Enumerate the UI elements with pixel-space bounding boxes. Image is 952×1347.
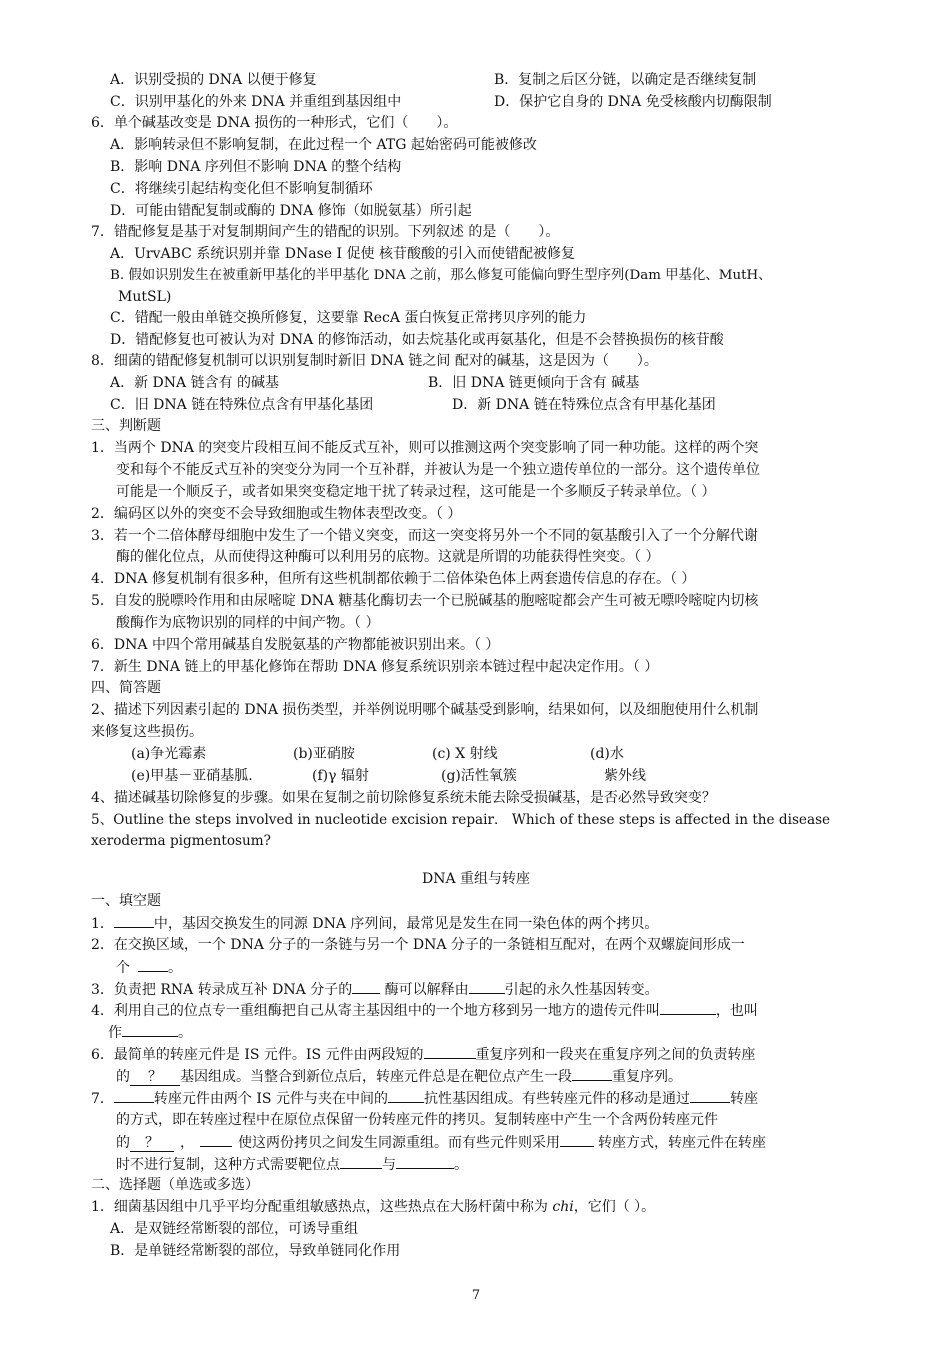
blank-line bbox=[560, 1132, 594, 1147]
blank-line bbox=[340, 1154, 382, 1169]
fill-7a-post: 转座 bbox=[729, 1091, 758, 1107]
q8-stem: 8．细菌的错配修复机制可以识别复制时新旧 DNA 链之间 配对的碱基，这是因为（ ）。 bbox=[91, 353, 658, 369]
judge-item-7: 7．新生 DNA 链上的甲基化修饰在帮助 DNA 修复系统识别亲本链过程中起决定作用。（ ） bbox=[91, 659, 659, 675]
blank-with-question: ？ bbox=[130, 1067, 180, 1086]
fill-3-mid: 酶可以解释由 bbox=[380, 982, 469, 998]
q8-option-a: A．新 DNA 链含有 的碱基 bbox=[110, 375, 280, 391]
blank-line bbox=[122, 1022, 178, 1037]
fill-7a-mid2: 抗性基因组成。有些转座元件的移动是通过 bbox=[423, 1091, 690, 1107]
factor-d: (d)水 bbox=[590, 746, 624, 762]
q7-option-b-line2: MutSL) bbox=[118, 289, 172, 305]
choice-item-1 bbox=[91, 1197, 655, 1217]
short-q2-line2: 来修复这些损伤。 bbox=[91, 724, 203, 740]
q6-option-d: D．可能由错配复制或酶的 DNA 修饰（如脱氨基）所引起 bbox=[110, 203, 472, 219]
chi-term: chi bbox=[552, 1199, 574, 1215]
fill-3-post: 引起的永久性基因转变。 bbox=[504, 982, 659, 998]
short-q5-line1: 5、Outline the steps involved in nucleotide excision repair． Which of these steps is affected in the disease bbox=[91, 812, 831, 828]
judge-item-1-line2: 变和每个不能反式互补的突变分为同一个互补群，并被认为是一个独立遗传单位的一部分。这个遗传单位 bbox=[116, 462, 760, 478]
factor-uv: 紫外线 bbox=[604, 768, 646, 784]
choice-1-option-b: B．是单链经常断裂的部位，导致单链同化作用 bbox=[110, 1243, 401, 1259]
q5-option-a: A．识别受损的 DNA 以便于修复 bbox=[110, 72, 317, 88]
fill-item-6-line2 bbox=[116, 1066, 682, 1087]
fill-7c-post: 转座方式，转座元件在转座 bbox=[598, 1135, 766, 1151]
fill-2-post: 。 bbox=[168, 960, 182, 976]
blank-line bbox=[114, 913, 154, 928]
q7-option-d: D．错配修复也可被认为对 DNA 的修饰活动，如去烷基化或再氨基化，但是不会替换损伤的核苷酸 bbox=[110, 332, 724, 348]
fill-4-pre: 4．利用自己的位点专一重组酶把自己从寄主基因组中的一个地方移到另一地方的遗传元件叫 bbox=[91, 1003, 660, 1019]
short-heading: 四、简答题 bbox=[91, 680, 161, 696]
q6-option-b: B．影响 DNA 序列但不影响 DNA 的整个结构 bbox=[110, 159, 402, 175]
fill-item-4-line2 bbox=[108, 1022, 192, 1043]
blank-line bbox=[138, 957, 168, 972]
fill-7d-pre: 时不进行复制，这种方式需要靶位点 bbox=[116, 1157, 340, 1173]
choice-1-post: ，它们（ ）。 bbox=[573, 1199, 656, 1215]
blank-line bbox=[396, 1154, 454, 1169]
blank-with-question: ？ bbox=[130, 1133, 174, 1152]
judge-item-4: 4．DNA 修复机制有很多种，但所有这些机制都依赖于二倍体染色体上两套遗传信息的存在。（ ） bbox=[91, 571, 696, 587]
judge-item-1-line1: 1．当两个 DNA 的突变片段相互间不能反式互补，则可以推测这两个突变影响了同一种功能。这样的两个突 bbox=[91, 440, 759, 456]
q7-option-b-line1: B. 假如识别发生在被重新甲基化的半甲基化 DNA 之前，那么修复可能偏向野生型序列(Dam 甲基化、MutH、 bbox=[110, 268, 772, 283]
blank-line bbox=[572, 1066, 612, 1081]
fill-item-7-line4 bbox=[116, 1154, 468, 1175]
blank-line bbox=[388, 1088, 424, 1103]
choice-heading: 二、选择题（单选或多选） bbox=[91, 1177, 259, 1193]
q7-option-c: C．错配一般由单链交换所修复，这要靠 RecA 蛋白恢复正常拷贝序列的能力 bbox=[110, 310, 587, 326]
fill-item-7-line3 bbox=[116, 1132, 766, 1153]
judge-item-6: 6．DNA 中四个常用碱基自发脱氨基的产物都能被识别出来。（ ） bbox=[91, 637, 500, 653]
factor-e: (e)甲基－亚硝基胍. bbox=[131, 768, 253, 784]
fill-7a-pre: 7． bbox=[91, 1091, 114, 1107]
choice-1-pre: 1．细菌基因组中几乎平均分配重组敏感热点，这些热点在大肠杆菌中称为 bbox=[91, 1199, 553, 1215]
choice-1-option-a: A．是双链经常断裂的部位，可诱导重组 bbox=[110, 1221, 359, 1237]
factor-f: (f)γ 辐射 bbox=[312, 768, 369, 784]
fill-1-number: 1． bbox=[91, 916, 114, 932]
fill-item-3 bbox=[91, 979, 659, 1000]
fill-7c-mid: 使这两份拷贝之间发生同源重组。而有些元件则采用 bbox=[238, 1135, 560, 1151]
fill-4b-pre: 作 bbox=[108, 1025, 122, 1041]
fill-7a-mid1: 转座元件由两个 IS 元件与夹在中间的 bbox=[153, 1091, 388, 1107]
judge-item-3-line2: 酶的催化位点，从而使得这种酶可以利用另的底物。这就是所谓的功能获得性突变。（ ） bbox=[116, 549, 660, 565]
fill-7d-post: 。 bbox=[454, 1157, 468, 1173]
fill-item-7-line2: 的方式，即在转座过程中在原位点保留一份转座元件的拷贝。复制转座中产生一个含两份转座元件 bbox=[116, 1112, 718, 1128]
q5-option-c: C．识别甲基化的外来 DNA 并重组到基因组中 bbox=[110, 94, 402, 110]
fill-heading: 一、填空题 bbox=[91, 893, 161, 909]
fill-1-text: 中，基因交换发生的同源 DNA 序列间，最常见是发生在同一染色体的两个拷贝。 bbox=[153, 916, 659, 932]
blank-line bbox=[660, 1000, 716, 1015]
fill-6a-pre: 6．最简单的转座元件是 IS 元件。IS 元件由两段短的 bbox=[91, 1047, 424, 1063]
q7-option-a: A．UrvABC 系统识别并靠 DNase I 促使 核苷酸酸的引入而使错配被修复 bbox=[110, 246, 575, 262]
section-title: DNA 重组与转座 bbox=[421, 871, 531, 887]
factor-c: (c) X 射线 bbox=[432, 746, 498, 762]
blank-line bbox=[200, 1132, 232, 1147]
fill-6a-post: 重复序列和一段夹在重复序列之间的负责转座 bbox=[475, 1047, 756, 1063]
fill-6b-mid: 基因组成。当整合到新位点后，转座元件总是在靶位点产生一段 bbox=[180, 1069, 572, 1085]
q6-option-c: C．将继续引起结构变化但不影响复制循环 bbox=[110, 181, 373, 197]
blank-line bbox=[114, 1088, 154, 1103]
short-q2-line1: 2、描述下列因素引起的 DNA 损伤类型，并举例说明哪个碱基受到影响，结果如何，以及细胞使用什么机制 bbox=[91, 702, 759, 718]
page-number: 7 bbox=[471, 1288, 481, 1303]
judge-heading: 三、判断题 bbox=[91, 418, 161, 434]
q5-option-b: B．复制之后区分链，以确定是否继续复制 bbox=[494, 72, 757, 88]
fill-item-1 bbox=[91, 913, 658, 934]
short-q4: 4、描述碱基切除修复的步骤。如果在复制之前切除修复系统未能去除受损碱基，是否必然导致突变？ bbox=[91, 790, 716, 806]
blank-line bbox=[352, 979, 380, 994]
fill-2-pre: 个 bbox=[116, 960, 130, 976]
q6-option-a: A．影响转录但不影响复制，在此过程一个 ATG 起始密码可能被修改 bbox=[110, 137, 537, 153]
fill-6b-post: 重复序列。 bbox=[612, 1069, 682, 1085]
judge-item-5-line1: 5．自发的脱嘌呤作用和由尿嘧啶 DNA 糖基化酶切去一个已脱碱基的胞嘧啶都会产生可被无嘌呤嘧啶内切核 bbox=[91, 593, 759, 609]
judge-item-2: 2．编码区以外的突变不会导致细胞或生物体表型改变。（ ） bbox=[91, 506, 462, 522]
blank-line bbox=[424, 1044, 476, 1059]
fill-item-4-line1 bbox=[91, 1000, 758, 1021]
blank-line bbox=[690, 1088, 730, 1103]
factor-a: (a)争光霉素 bbox=[131, 746, 207, 762]
judge-item-5-line2: 酸酶作为底物识别的同样的中间产物。（ ） bbox=[116, 615, 380, 631]
q7-stem: 7．错配修复是基于对复制期间产生的错配的识别。下列叙述 的是（ ）。 bbox=[91, 224, 560, 240]
fill-7c-pre: 的 bbox=[116, 1135, 130, 1151]
fill-4-post: ，也叫 bbox=[715, 1003, 758, 1019]
q8-option-c: C．旧 DNA 链在特殊位点含有甲基化基团 bbox=[110, 397, 374, 413]
fill-4b-post: 。 bbox=[178, 1025, 192, 1041]
fill-6b-pre: 的 bbox=[116, 1069, 130, 1085]
fill-item-7-line1 bbox=[91, 1088, 758, 1109]
fill-7c-comma: ， bbox=[180, 1135, 194, 1151]
fill-3-pre: 3．负责把 RNA 转录成互补 DNA 分子的 bbox=[91, 982, 353, 998]
fill-item-6-line1 bbox=[91, 1044, 756, 1065]
judge-item-1-line3: 可能是一个顺反子，或者如果突变稳定地干扰了转录过程，这可能是一个多顺反子转录单位。（ ） bbox=[116, 484, 716, 500]
judge-item-3-line1: 3．若一个二倍体酵母细胞中发生了一个错义突变，而这一突变将另外一个不同的氨基酸引入了一个分解代谢 bbox=[91, 528, 758, 544]
fill-item-2-line2 bbox=[116, 957, 182, 978]
fill-7d-mid: 与 bbox=[382, 1157, 396, 1173]
q5-option-d: D．保护它自身的 DNA 免受核酸内切酶限制 bbox=[494, 94, 772, 110]
blank-line bbox=[469, 979, 505, 994]
short-q5-line2: xeroderma pigmentosum? bbox=[91, 833, 271, 849]
q8-option-d: D．新 DNA 链在特殊位点含有甲基化基团 bbox=[452, 397, 716, 413]
factor-b: (b)亚硝胺 bbox=[293, 746, 355, 762]
q6-stem: 6．单个碱基改变是 DNA 损伤的一种形式，它们（ ）。 bbox=[91, 115, 458, 131]
fill-item-2-line1: 2．在交换区域，一个 DNA 分子的一条链与另一个 DNA 分子的一条链相互配对，在两个双螺旋间形成一 bbox=[91, 937, 745, 953]
factor-g: (g)活性氧簇 bbox=[441, 768, 517, 784]
q8-option-b: B．旧 DNA 链更倾向于含有 碱基 bbox=[428, 375, 640, 391]
